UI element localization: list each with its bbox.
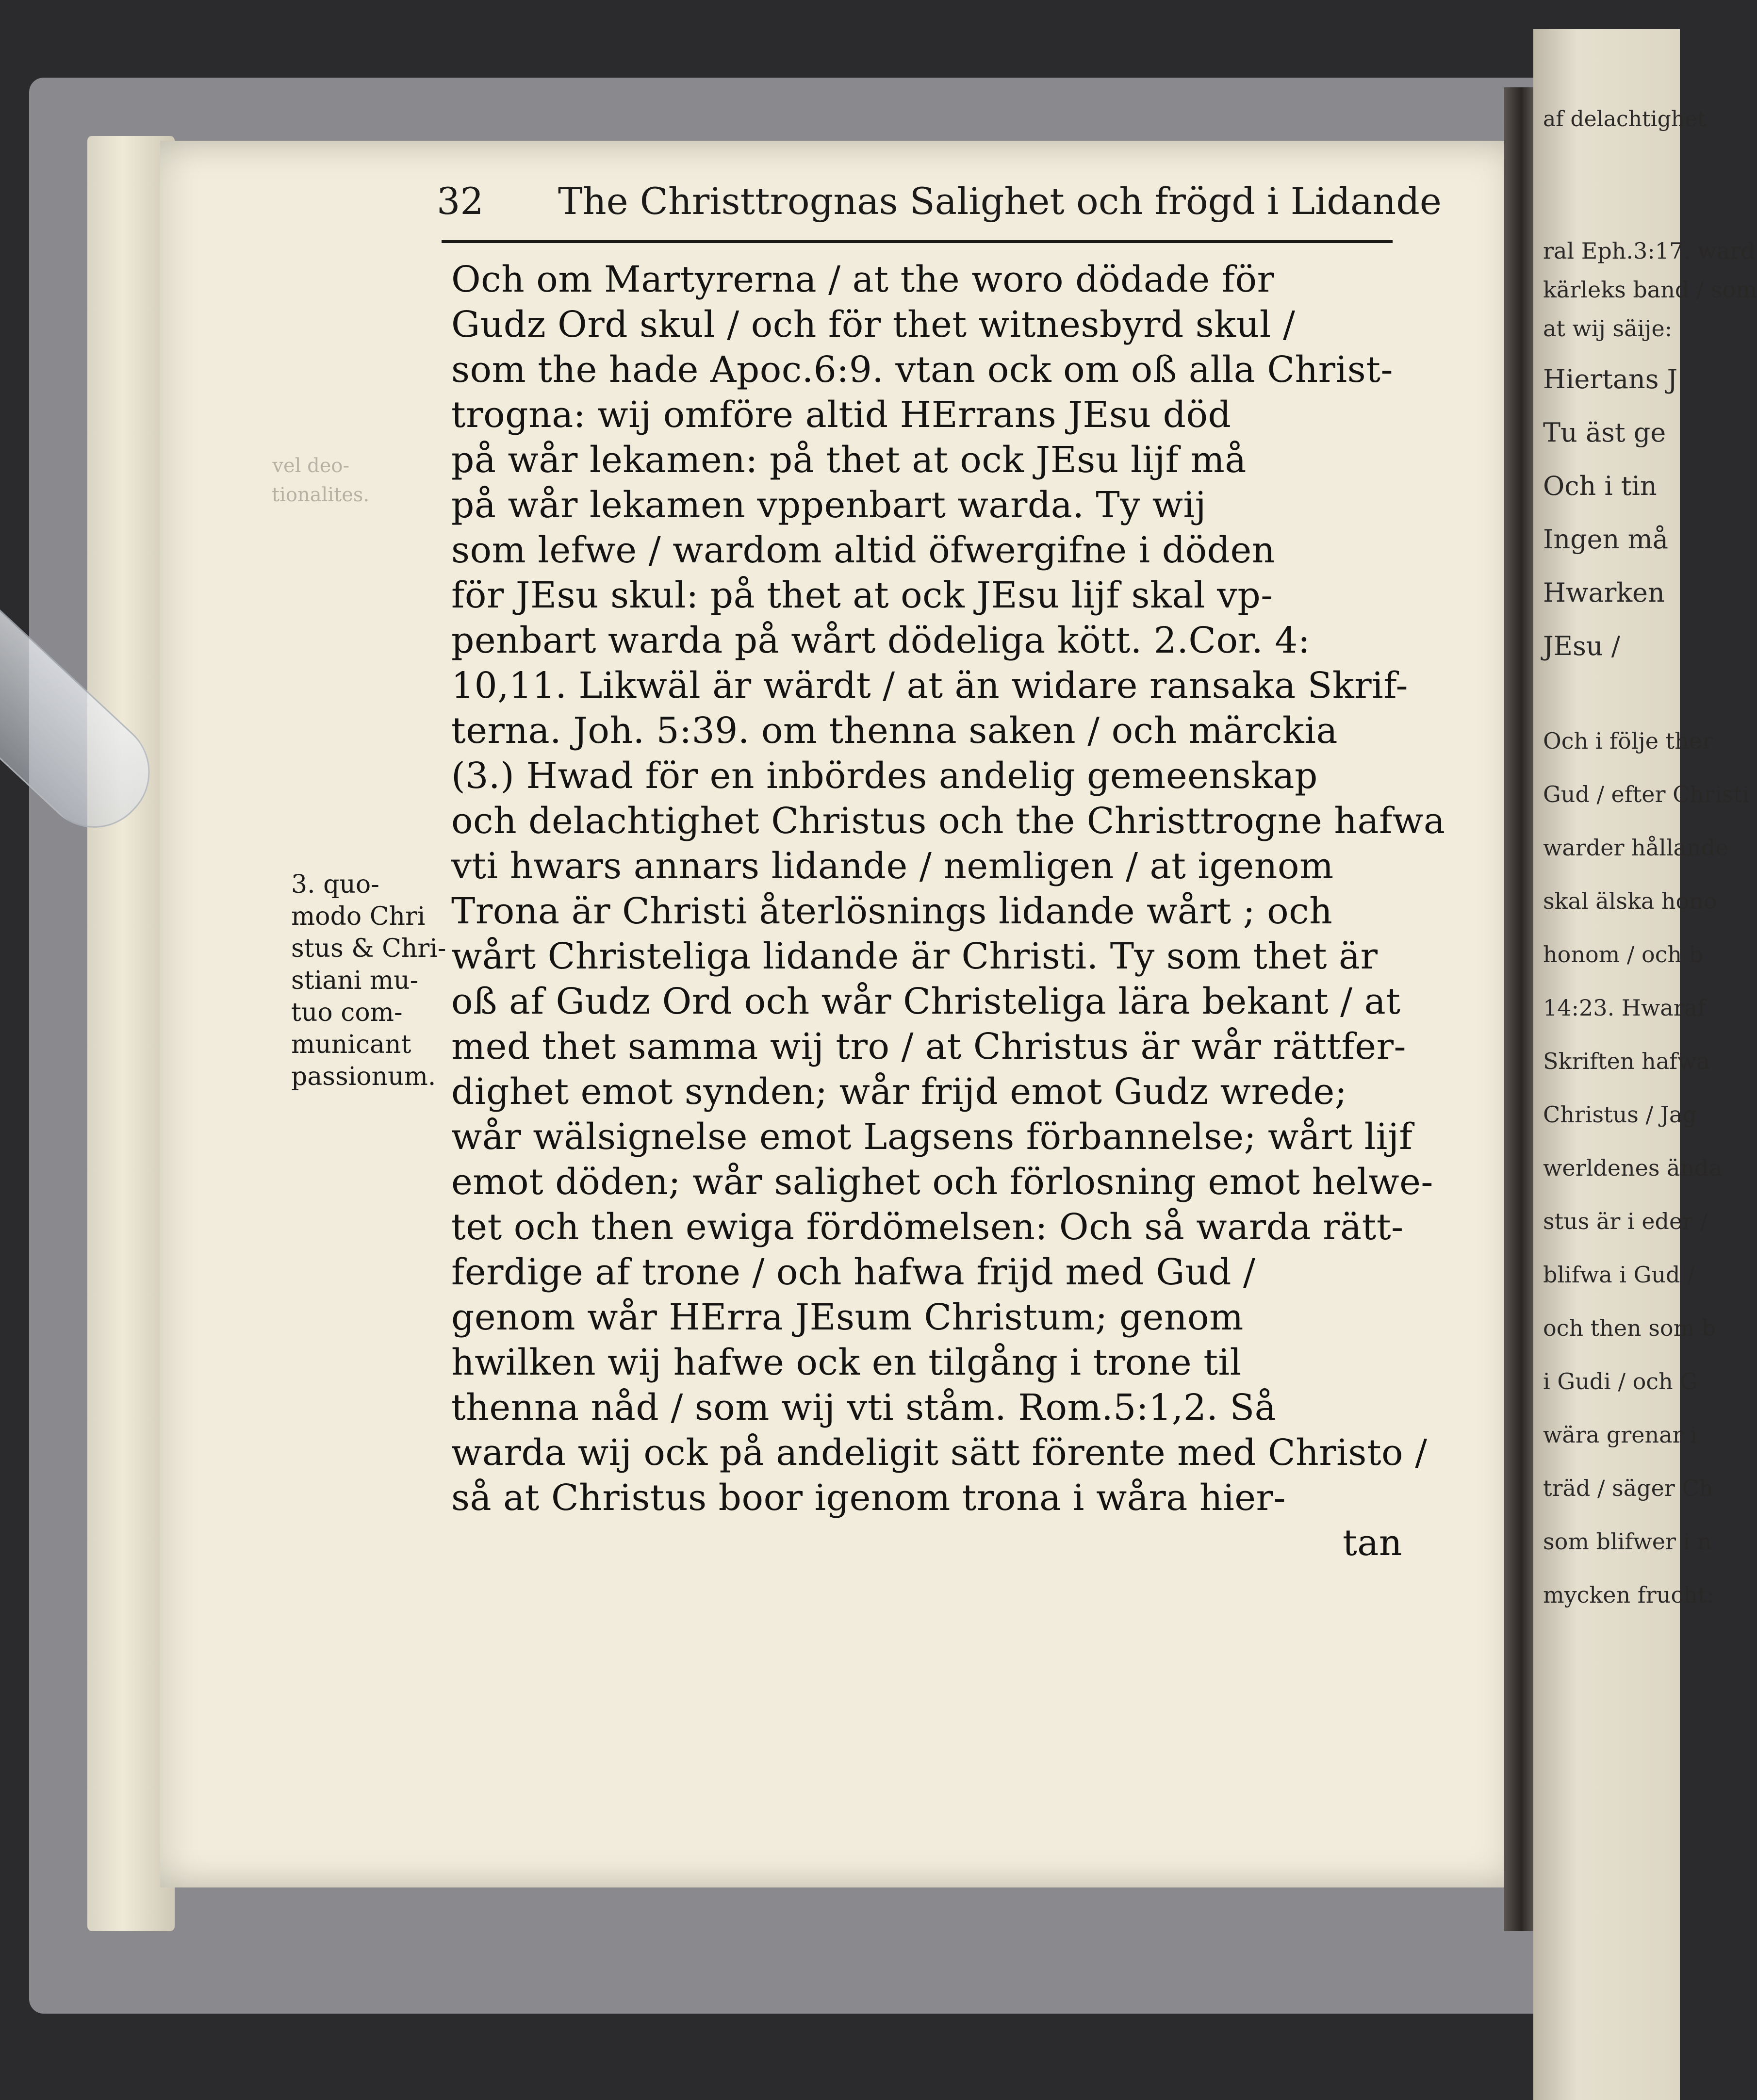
marginal-line: tuo com- bbox=[291, 998, 403, 1027]
facing-line: 14:23. Hwaraf bbox=[1543, 995, 1706, 1021]
facing-line: mycken frucht: bbox=[1543, 1582, 1714, 1608]
ghost-line: vel deo- bbox=[272, 455, 349, 477]
facing-line: Skriften hafwa bbox=[1543, 1048, 1710, 1074]
text-line: på wår lekamen: på thet at ock JEsu lijf må bbox=[451, 439, 1247, 481]
text-line: terna. Joh. 5:39. om thenna saken / och märckia bbox=[451, 710, 1338, 752]
facing-line: Christus / Jag bbox=[1543, 1101, 1697, 1128]
facing-line: at wij säije: bbox=[1543, 315, 1673, 342]
body-text bbox=[451, 257, 1445, 1566]
facing-line: och then som b bbox=[1543, 1315, 1716, 1341]
text-line: wårt Christeliga lidande är Christi. Ty som thet är bbox=[451, 935, 1378, 977]
facing-line: Och i följe ther bbox=[1543, 728, 1713, 754]
facing-line: Hwarken bbox=[1543, 577, 1665, 608]
facing-line: JEsu / bbox=[1543, 631, 1620, 661]
text-line: hwilken wij hafwe ock en tilgång i trone til bbox=[451, 1342, 1242, 1383]
text-line: oß af Gudz Ord och wår Christeliga lära bekant / at bbox=[451, 981, 1401, 1022]
facing-line: Och i tin bbox=[1543, 471, 1657, 501]
text-line: med thet samma wij tro / at Christus är wår rättfer- bbox=[451, 1026, 1406, 1067]
text-line: penbart warda på wårt dödeliga kött. 2.Cor. 4: bbox=[451, 620, 1311, 661]
text-line: så at Christus boor igenom trona i wåra hier- bbox=[451, 1477, 1286, 1519]
page-number: 32 bbox=[437, 180, 484, 223]
facing-line: honom / och b bbox=[1543, 941, 1704, 968]
facing-line: Tu äst ge bbox=[1543, 417, 1666, 448]
text-line: ferdige af trone / och hafwa frijd med Gud / bbox=[451, 1251, 1256, 1293]
ghost-line: tionalites. bbox=[272, 484, 370, 506]
catchword: tan bbox=[1342, 1522, 1402, 1564]
text-line: genom wår HErra JEsum Christum; genom bbox=[451, 1296, 1244, 1338]
running-head bbox=[437, 180, 1442, 228]
show-through-text bbox=[272, 451, 370, 509]
text-line: på wår lekamen vppenbart warda. Ty wij bbox=[451, 484, 1207, 526]
text-line: dighet emot synden; wår frijd emot Gudz wrede; bbox=[451, 1071, 1347, 1113]
facing-line: blifwa i Gud / bbox=[1543, 1262, 1695, 1288]
facing-line: Gud / efter Christi bbox=[1543, 781, 1750, 807]
marginal-line: 3. quo- bbox=[291, 870, 379, 899]
facing-line: ral Eph.3:17. ward bbox=[1543, 238, 1755, 264]
text-line: och delachtighet Christus och the Christtrogne hafwa bbox=[451, 800, 1445, 842]
text-line: wår wälsignelse emot Lagsens förbannelse; wårt lijf bbox=[451, 1116, 1413, 1158]
text-line: (3.) Hwad för en inbördes andelig gemeenskap bbox=[451, 755, 1318, 797]
text-line: Gudz Ord skul / och för thet witnesbyrd skul / bbox=[451, 304, 1296, 345]
facing-line: werldenes ända bbox=[1543, 1155, 1722, 1181]
facing-line: warder hållande bbox=[1543, 835, 1729, 861]
text-line: Och om Martyrerna / at the woro dödade för bbox=[451, 259, 1275, 300]
text-line: trogna: wij omföre altid HErrans JEsu död bbox=[451, 394, 1232, 436]
text-line: Trona är Christi återlösnings lidande wårt ; och bbox=[451, 890, 1333, 932]
marginal-line: stus & Chri- bbox=[291, 934, 446, 963]
head-rule bbox=[442, 240, 1393, 243]
facing-line: wära grenar i bbox=[1543, 1422, 1697, 1448]
marginal-line: passionum. bbox=[291, 1062, 436, 1091]
text-line: tet och then ewiga fördömelsen: Och så warda rätt- bbox=[451, 1206, 1404, 1248]
marginal-note bbox=[291, 869, 446, 1093]
text-line: emot döden; wår salighet och förlosning emot helwe- bbox=[451, 1161, 1433, 1203]
facing-line: som blifwer i n bbox=[1543, 1528, 1712, 1555]
facing-line: kärleks band / som bbox=[1543, 277, 1757, 303]
facing-line: Ingen må bbox=[1543, 524, 1668, 555]
facing-line: af delachtighet bbox=[1543, 107, 1706, 131]
text-line: vti hwars annars lidande / nemligen / at igenom bbox=[451, 845, 1334, 887]
facing-line: i Gudi / och G bbox=[1543, 1368, 1698, 1395]
marginal-line: stiani mu- bbox=[291, 966, 419, 995]
marginal-line: modo Chri bbox=[291, 902, 426, 931]
text-line: som lefwe / wardom altid öfwergifne i döden bbox=[451, 529, 1275, 571]
marginal-line: municant bbox=[291, 1030, 411, 1059]
facing-line: stus är i eder / bbox=[1543, 1208, 1708, 1234]
text-line: 10,11. Likwäl är wärdt / at än widare ransaka Skrif- bbox=[451, 665, 1409, 706]
running-head-title: The Christtrognas Salighet och frögd i Lidande bbox=[558, 180, 1442, 223]
text-line: för JEsu skul: på thet at ock JEsu lijf skal vp- bbox=[451, 574, 1273, 616]
text-line: thenna nåd / som wij vti ståm. Rom.5:1,2. Så bbox=[451, 1387, 1277, 1428]
facing-line: skal älska hono bbox=[1543, 888, 1717, 914]
text-line: warda wij ock på andeligit sätt förente med Christo / bbox=[451, 1432, 1428, 1474]
facing-line: träd / säger Ch bbox=[1543, 1475, 1714, 1501]
facing-line: Hiertans J bbox=[1543, 364, 1678, 394]
text-line: som the hade Apoc.6:9. vtan ock om oß alla Christ- bbox=[451, 349, 1393, 391]
